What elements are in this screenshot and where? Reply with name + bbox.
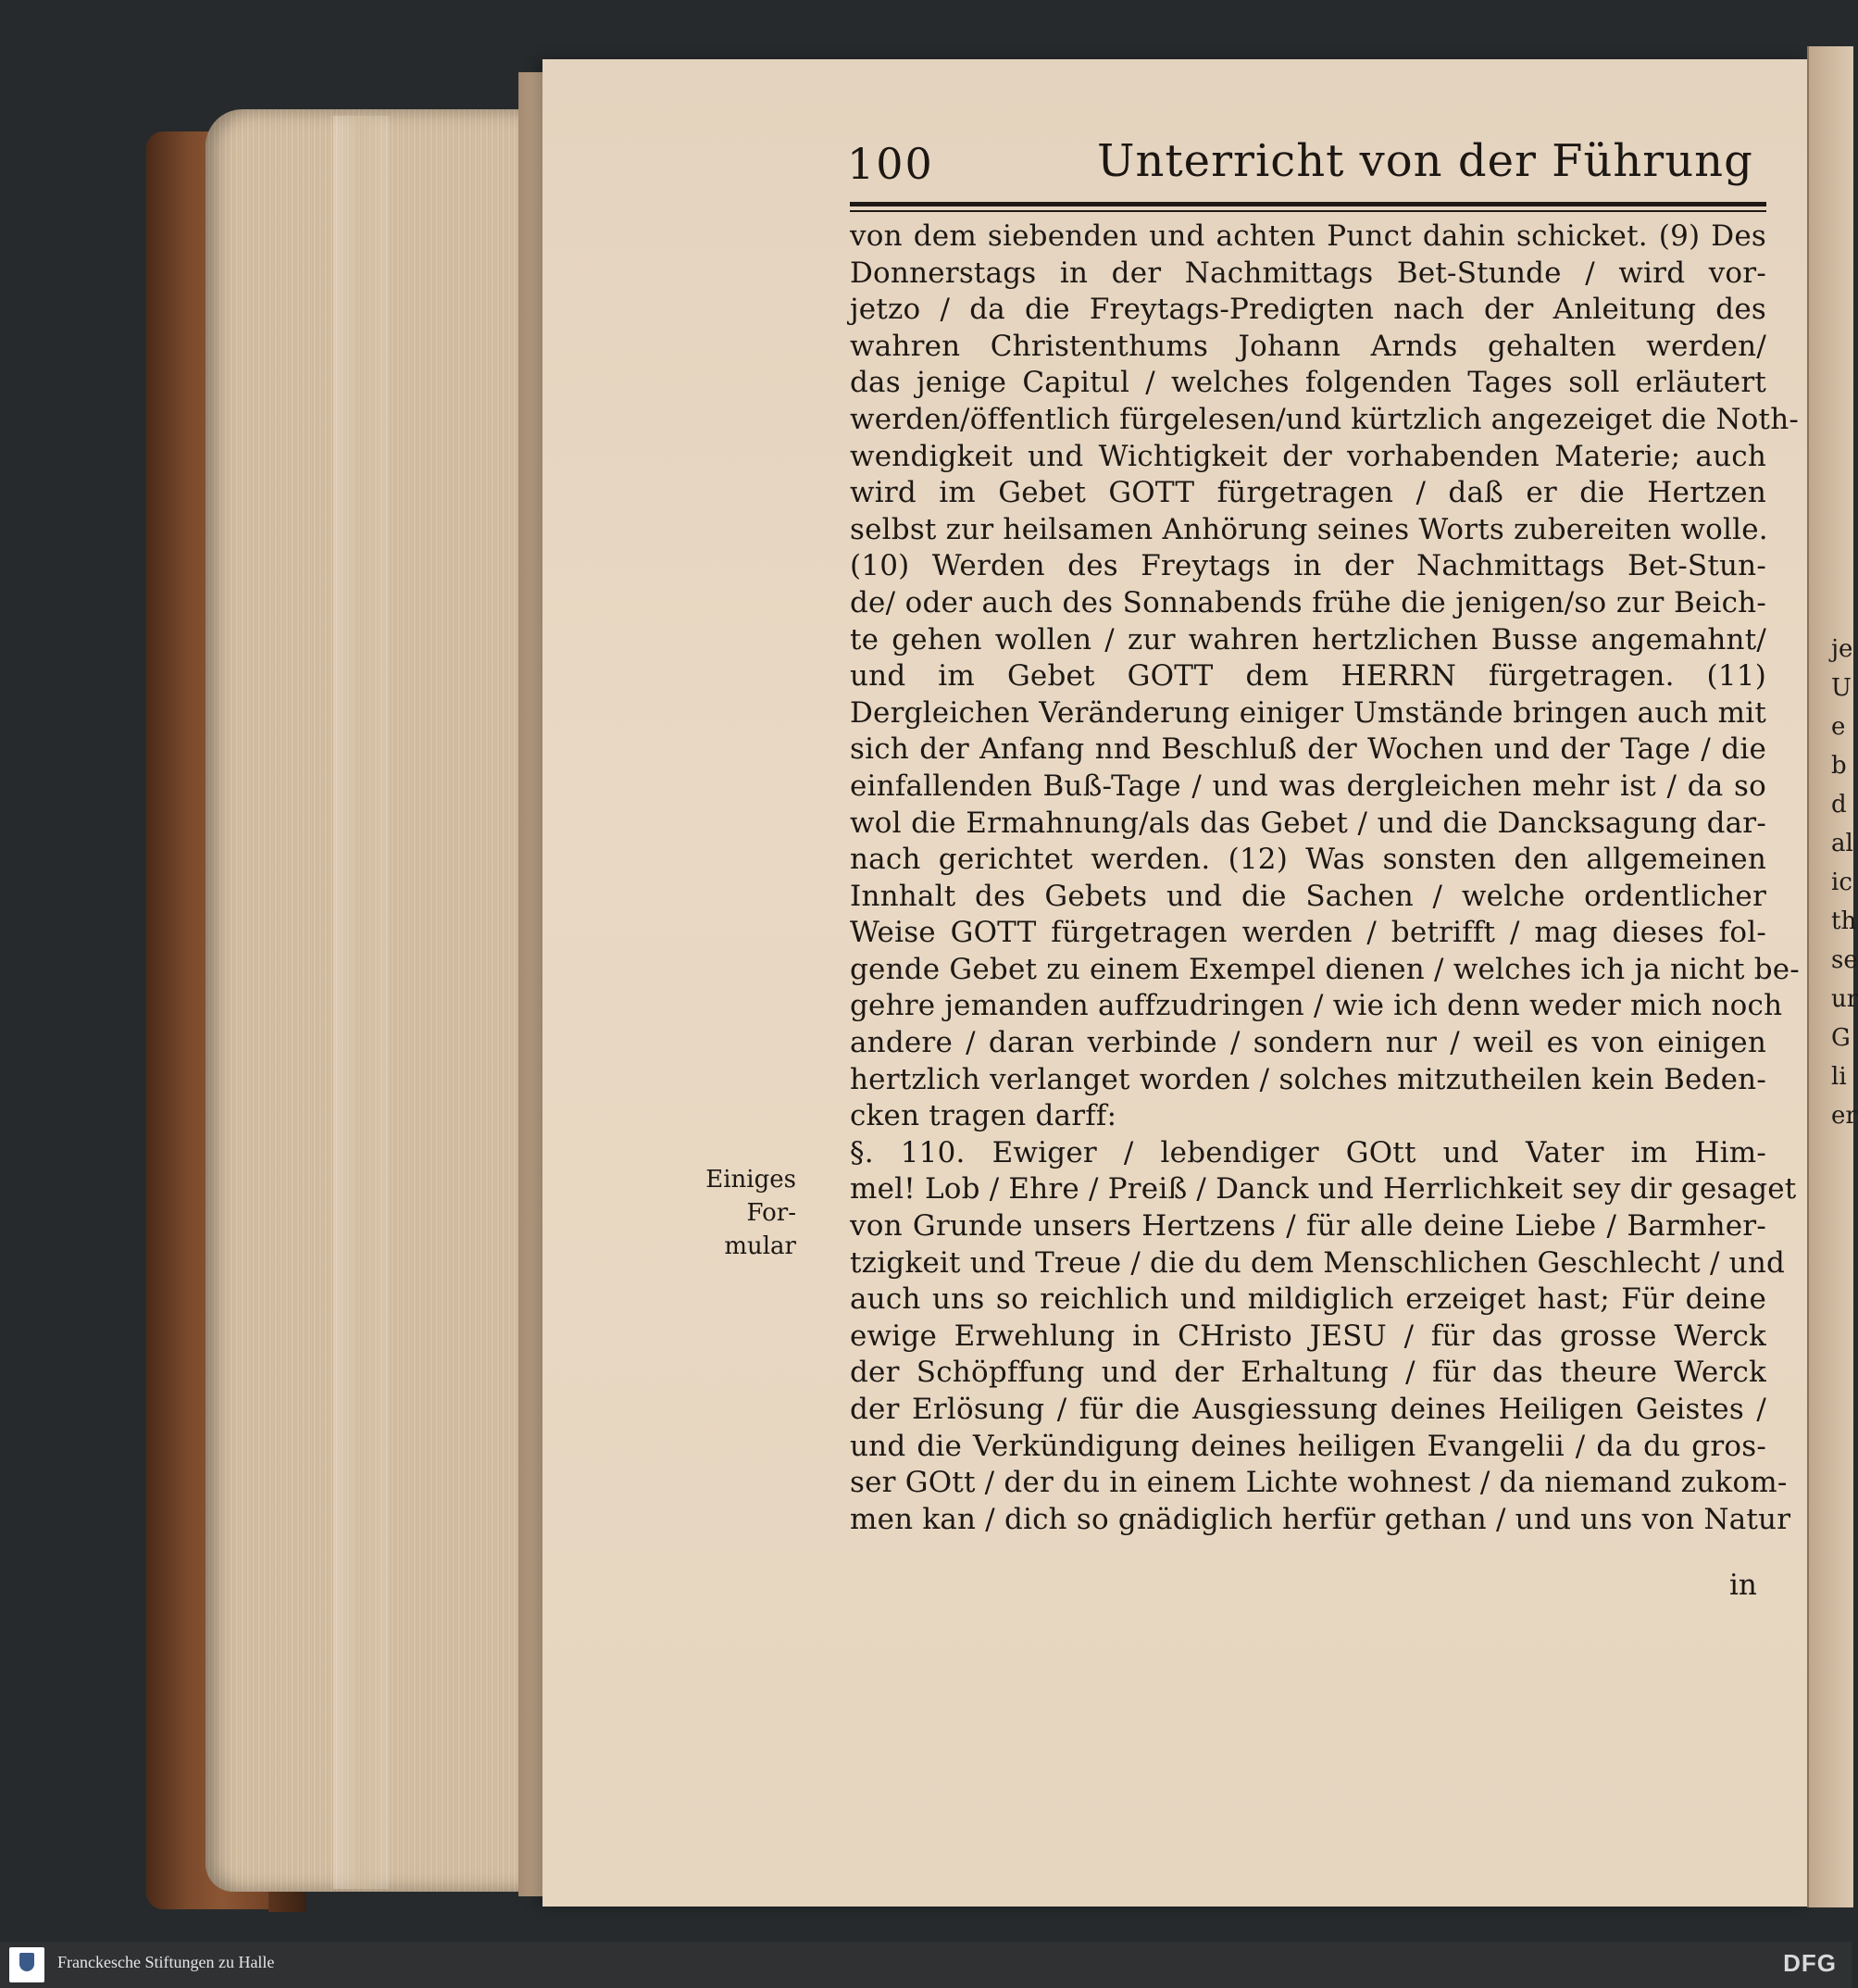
text-line: men kan / dich so gnädiglich herfür gethan / und uns von Natur [850,1502,1791,1536]
facing-page-fragment: al [1831,830,1853,857]
text-line: (10) Werden des Freytags in der Nachmittags Bet-Stun- [850,549,1766,583]
text-line: selbst zur heilsamen Anhörung seines Worts zubereiten wolle. [850,512,1768,546]
facing-page-letters [1831,630,1858,1135]
text-line: das jenige Capitul / welches folgenden Tages soll erläutert [850,366,1766,400]
facing-page-fragment: e [1831,713,1846,741]
text-line: nach gerichtet werden. (12) Was sonsten den allgemeinen [850,843,1766,877]
text-line: und die Verkündigung deines heiligen Evangelii / da du gros- [850,1429,1766,1463]
text-line: ser GOtt / der du in einem Lichte wohnest / da niemand zukom- [850,1466,1788,1500]
text-line: jetzo / da die Freytags-Predigten nach der Anleitung des [850,293,1766,327]
facing-page-fragment: er [1831,1102,1857,1130]
text-line: der Schöpffung und der Erhaltung / für das theure Werck [850,1356,1766,1390]
facing-page-fragment: li [1831,1063,1847,1091]
text-line: Innhalt des Gebets und die Sachen / welche ordentlicher [850,879,1766,913]
page-number: 100 [847,139,934,189]
text-line: gehre jemanden auffzudringen / wie ich denn weder mich noch [850,989,1783,1023]
text-line: wol die Ermahnung/als das Gebet / und die Dancksagung dar- [850,806,1766,840]
dfg-logo[interactable]: DFG [1783,1949,1837,1977]
facing-page-fragment: d [1831,791,1847,819]
shield-icon [19,1953,34,1971]
body-text [850,219,1800,1538]
facing-page-fragment: je [1831,635,1853,663]
text-line: hertzlich verlanget worden / solches mitzutheilen kein Beden- [850,1062,1766,1096]
text-line: werden/öffentlich fürgelesen/und kürtzlich angezeiget die Noth- [850,402,1800,436]
text-line: wendigkeit und Wichtigkeit der vorhabenden Materie; auch [850,439,1766,473]
institution-logo[interactable] [9,1947,44,1982]
margin-note-line: mular [724,1232,796,1260]
text-line: te gehen wollen / zur wahren hertzlichen Busse angemahnt/ [850,622,1766,656]
text-line: auch uns so reichlich und mildiglich erzeiget hast; Für deine [850,1282,1766,1317]
facing-page-fragment: U [1831,674,1852,702]
running-title: Unterricht von der Führung [1097,135,1753,187]
facing-page-fragment: ur [1831,985,1858,1013]
facing-page-fragment: ic [1831,869,1852,896]
facing-page-fragment: G [1831,1024,1851,1052]
text-line: wahren Christenthums Johann Arnds gehalten werden/ [850,329,1766,363]
text-line: ewige Erwehlung in CHristo JESU / für das grosse Werck [850,1319,1766,1353]
text-line: tzigkeit und Treue / die du dem Menschlichen Geschlecht / und [850,1245,1786,1280]
facing-page-fragment: th [1831,907,1857,935]
catchword: in [1729,1569,1757,1602]
text-line: Dergleichen Veränderung einiger Umstände bringen auch mit [850,695,1766,730]
text-line: Weise GOTT fürgetragen werden / betrifft / mag dieses fol- [850,916,1766,950]
text-line: sich der Anfang nnd Beschluß der Wochen und der Tage / die [850,732,1766,767]
text-line: von Grunde unsers Hertzens / für alle deine Liebe / Barmher- [850,1209,1766,1244]
text-line: de/ oder auch des Sonnabends frühe die jenigen/so zur Beich- [850,585,1766,619]
text-line: wird im Gebet GOTT fürgetragen / daß er die Hertzen [850,476,1766,510]
margin-note-line: Einiges For- [705,1166,796,1227]
text-line: und im Gebet GOTT dem HERRN fürgetragen. (11) [850,659,1766,694]
text-line: einfallenden Buß-Tage / und was dergleichen mehr ist / da so [850,769,1766,803]
text-line: gende Gebet zu einem Exempel dienen / welches ich ja nicht be- [850,952,1800,986]
text-line: andere / daran verbinde / sondern nur / weil es von einigen [850,1026,1766,1060]
institution-name[interactable]: Franckesche Stiftungen zu Halle [57,1953,275,1971]
head-rule-thin [850,210,1766,212]
text-line: mel! Lob / Ehre / Preiß / Danck und Herrlichkeit sey dir gesaget [850,1172,1797,1207]
running-head [847,135,1764,204]
facing-page-fragment: se [1831,946,1858,974]
text-line: der Erlösung / für die Ausgiessung deines Heiligen Geistes / [850,1393,1766,1426]
head-rule [850,202,1766,206]
text-line: cken tragen darff: [850,1099,1117,1133]
text-line: von dem siebenden und achten Punct dahin schicket. (9) Des [850,219,1766,253]
page-fold [333,116,389,1889]
text-line: Donnerstags in der Nachmittags Bet-Stunde / wird vor- [850,256,1766,290]
facing-page-fragment: b [1831,752,1847,780]
margin-note [685,1163,796,1263]
text-line: §. 110. Ewiger / lebendiger GOtt und Vater im Him- [850,1135,1766,1169]
viewer-footer [0,1942,1852,1988]
